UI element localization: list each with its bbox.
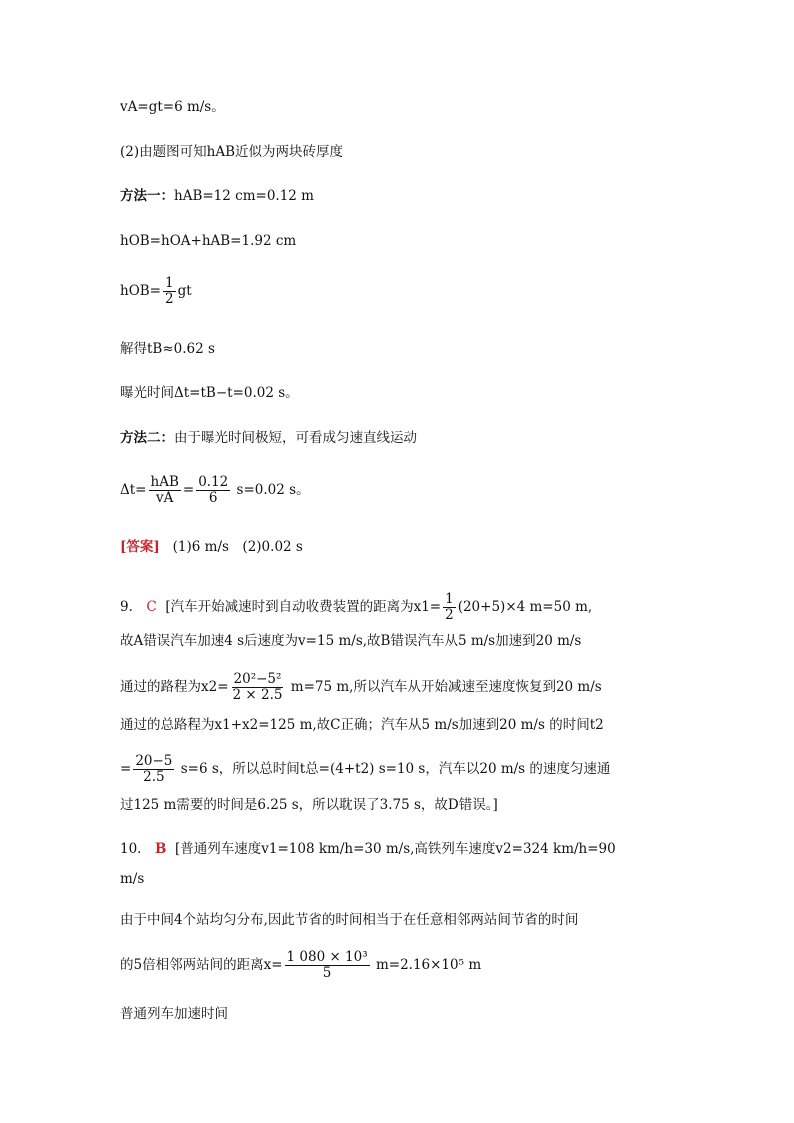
q10-answer: B	[154, 841, 167, 857]
q10-number: 10．	[120, 841, 151, 857]
q9-line-1: 9． C [汽车开始减速时到自动收费装置的距离为x1= $\frac{1}{2}$ (20+5)×4 m=50 m,	[120, 591, 593, 623]
q9-distance-fraction: $\frac{\text{20²−5²}}{2 \times 2.5}$	[232, 671, 283, 703]
line-exposure: 曝光时间Δt=tB−t=0.02 s。	[120, 385, 299, 401]
line-va: vA=gt=6 m/s。	[120, 99, 225, 115]
q10-line-2: m/s	[120, 871, 145, 887]
method-1-label: 方法一：	[120, 188, 174, 204]
q9-number: 9．	[120, 599, 143, 615]
line-method-2	[120, 429, 417, 447]
fraction-half: $\frac{1}{2}$	[165, 275, 174, 307]
q9-fraction-half: $\frac{1}{2}$	[445, 591, 454, 623]
q9-line-4: 通过的总路程为x1+x2=125 m,故C正确；汽车从5 m/s加速到20 m/s 的时间t2	[120, 717, 604, 733]
q10-line-1: 10． B [普通列车速度v1=108 km/h=30 m/s,高铁列车速度v2=324 km/h=90	[120, 841, 616, 857]
line-tb: 解得tB≈0.62 s	[120, 341, 215, 357]
line-hob-formula	[120, 276, 192, 307]
q10-line-4: 的5倍相邻两站间的距离x= $\frac{\text{1 080 × 10³}}{5}$ m=2.16×10⁵ m	[120, 949, 482, 981]
method-1-text: hAB=12 cm=0.12 m	[174, 188, 314, 204]
fraction-hab-va: $\frac{\text{hAB}}{vA}$	[150, 474, 179, 506]
fraction-012-6: $\frac{0.12}{6}$	[198, 474, 229, 506]
method-2-text: 由于曝光时间极短，可看成匀速直线运动	[174, 430, 417, 446]
q9-time-fraction: $\frac{20-5}{2.5}$	[135, 753, 173, 785]
q9-line-2: 故A错误汽车加速4 s后速度为v=15 m/s,故B错误汽车从5 m/s加速到20 m/s	[120, 633, 582, 649]
method-2-label: 方法二：	[120, 430, 174, 446]
line-answer	[120, 538, 303, 556]
q9-line-5: = $\frac{20-5}{2.5}$ s=6 s，所以总时间t总=(4+t2) s=10 s，汽车以20 m/s 的速度匀速通	[120, 753, 611, 785]
q10-line-5: 普通列车加速时间	[120, 1006, 228, 1022]
hob-lhs: hOB=	[120, 283, 161, 299]
answer-values: (1)6 m/s (2)0.02 s	[172, 539, 303, 555]
q9-line-3: 通过的路程为x2= $\frac{\text{20²−5²}}{2 \times 2.5}$ m=75 m,所以汽车从开始减速至速度恢复到20 m/s	[120, 671, 602, 703]
q10-distance-fraction: $\frac{\text{1 080 × 10³}}{5}$	[286, 949, 368, 981]
line-method-1	[120, 187, 314, 205]
hob-rhs: gt	[177, 283, 192, 299]
q10-line-3: 由于中间4个站均匀分布,因此节省的时间相当于在任意相邻两站间节省的时间	[120, 912, 579, 928]
line-hob-sum: hOB=hOA+hAB=1.92 cm	[120, 233, 297, 249]
q9-line-6: 过125 m需要的时间是6.25 s，所以耽误了3.75 s，故D错误。]	[120, 797, 498, 813]
line-dt-formula: Δt= $\frac{\text{hAB}}{vA}$ = $\frac{0.12}{6}$ s=0.02 s。	[120, 474, 310, 506]
line-2-intro: (2)由题图可知hAB近似为两块砖厚度	[120, 144, 343, 160]
q9-answer: C	[146, 599, 157, 615]
answer-label: [答案]	[120, 539, 160, 555]
